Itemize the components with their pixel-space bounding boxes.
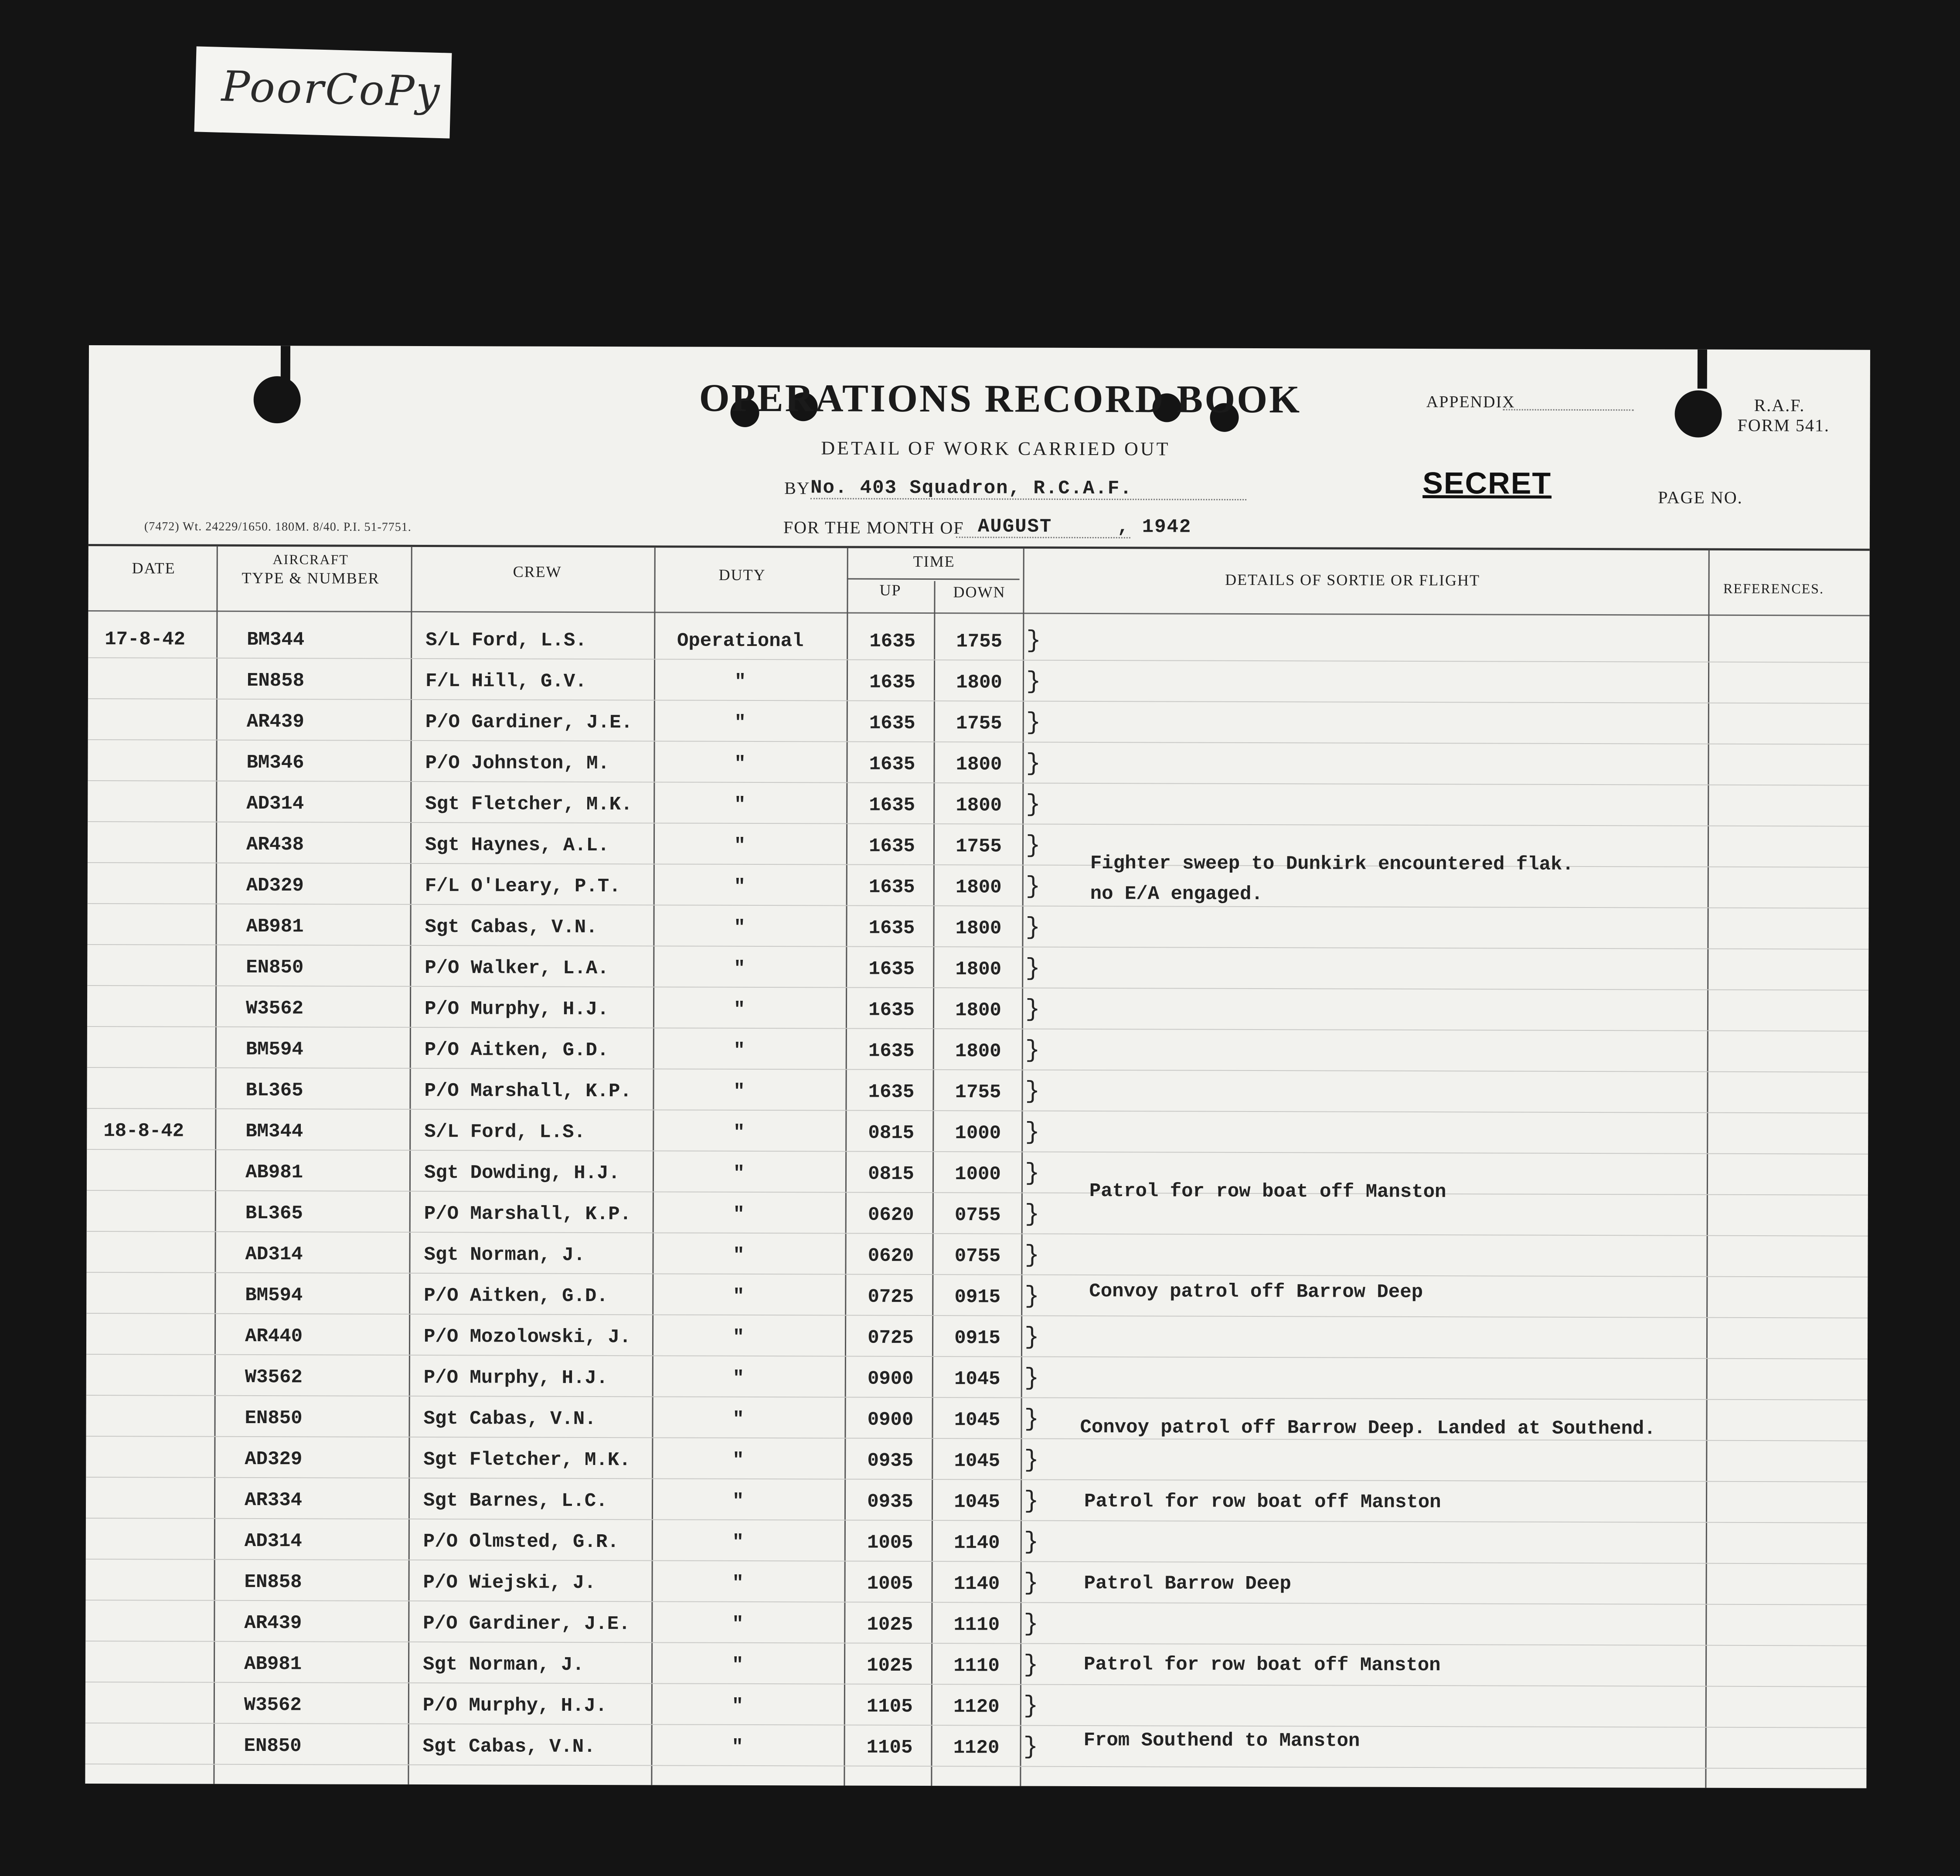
table-row bbox=[87, 1149, 1868, 1196]
time-up: 1635 bbox=[868, 917, 915, 939]
aircraft-number: BM346 bbox=[246, 751, 304, 774]
time-down: 0915 bbox=[954, 1327, 1000, 1349]
form-title: OPERATIONS RECORD BOOK bbox=[699, 376, 1302, 421]
time-down: 1800 bbox=[956, 795, 1002, 817]
detail-text: Patrol Barrow Deep bbox=[1084, 1572, 1291, 1595]
aircraft-number: AB981 bbox=[245, 1161, 303, 1184]
detail-text: Convoy patrol off Barrow Deep bbox=[1089, 1281, 1423, 1304]
duty-value: " bbox=[734, 671, 746, 693]
time-up: 1635 bbox=[869, 794, 915, 816]
time-down: 1045 bbox=[954, 1491, 1000, 1513]
detail-text: Patrol for row boat off Manston bbox=[1084, 1653, 1441, 1677]
crew-name: Sgt Cabas, V.N. bbox=[425, 916, 598, 939]
time-down: 1800 bbox=[955, 958, 1002, 981]
duty-value: " bbox=[734, 876, 746, 898]
brace-mark: } bbox=[1023, 1692, 1038, 1720]
aircraft-number: AR438 bbox=[246, 833, 304, 856]
aircraft-number: AR439 bbox=[244, 1612, 302, 1635]
duty-value: " bbox=[732, 1654, 744, 1676]
table-row bbox=[86, 1518, 1867, 1564]
brace-mark: } bbox=[1024, 1282, 1039, 1310]
punch-hole-left bbox=[254, 376, 301, 423]
aircraft-number: W3562 bbox=[245, 997, 304, 1020]
table-row bbox=[86, 1354, 1868, 1400]
crew-name: P/O Gardiner, J.E. bbox=[423, 1613, 630, 1635]
table-row bbox=[88, 739, 1869, 786]
poor-copy-note bbox=[194, 46, 452, 138]
table-row bbox=[86, 1272, 1868, 1319]
time-down: 1000 bbox=[955, 1163, 1001, 1186]
detail-text: Patrol for row boat off Manston bbox=[1084, 1490, 1441, 1514]
table-row bbox=[85, 1682, 1867, 1728]
header-rule bbox=[88, 544, 1870, 551]
form-number: FORM 541. bbox=[1737, 415, 1830, 435]
brace-mark: } bbox=[1024, 1323, 1039, 1351]
col-aircraft-2: TYPE & NUMBER bbox=[242, 569, 380, 587]
brace-mark: } bbox=[1024, 1364, 1039, 1392]
time-down: 1045 bbox=[954, 1450, 1000, 1472]
brace-mark: } bbox=[1024, 1159, 1040, 1187]
time-down: 1140 bbox=[953, 1573, 1000, 1595]
brace-mark: } bbox=[1024, 1241, 1040, 1269]
time-up: 1635 bbox=[868, 999, 915, 1021]
aircraft-number: EN850 bbox=[244, 1735, 302, 1757]
table-row bbox=[87, 1026, 1868, 1073]
brace-mark: } bbox=[1024, 1569, 1039, 1597]
brace-mark: } bbox=[1023, 1651, 1038, 1679]
table-row bbox=[87, 1108, 1868, 1155]
aircraft-number: AD314 bbox=[244, 1530, 302, 1553]
time-down: 1800 bbox=[955, 918, 1002, 940]
brace-mark: } bbox=[1024, 1446, 1039, 1474]
detail-text: no E/A engaged. bbox=[1090, 883, 1263, 906]
squadron-value: No. 403 Squadron, R.C.A.F. bbox=[810, 477, 1133, 500]
month-label: FOR THE MONTH OF bbox=[783, 517, 964, 538]
time-down: 1120 bbox=[953, 1696, 1000, 1718]
table-row bbox=[88, 657, 1869, 704]
aircraft-number: AR440 bbox=[245, 1325, 303, 1348]
time-up: 0815 bbox=[868, 1163, 914, 1185]
time-up: 1635 bbox=[869, 753, 915, 775]
time-up: 0620 bbox=[868, 1204, 914, 1226]
col-up: UP bbox=[879, 581, 902, 599]
duty-value: " bbox=[733, 1244, 745, 1267]
time-up: 1025 bbox=[867, 1655, 913, 1677]
time-down: 1800 bbox=[955, 877, 1002, 899]
table-row bbox=[85, 1641, 1867, 1687]
crew-name: P/O Murphy, H.J. bbox=[422, 1695, 607, 1717]
duty-value: Operational bbox=[677, 630, 804, 653]
crew-name: P/O Marshall, K.P. bbox=[424, 1080, 632, 1103]
time-up: 0725 bbox=[868, 1286, 914, 1308]
brace-mark: } bbox=[1025, 1118, 1040, 1146]
aircraft-number: AD314 bbox=[246, 792, 304, 815]
duty-value: " bbox=[734, 794, 746, 816]
crew-name: P/O Mozolowski, J. bbox=[423, 1326, 631, 1349]
appendix-line bbox=[1503, 409, 1634, 411]
table-row bbox=[88, 821, 1869, 868]
time-down: 1755 bbox=[955, 1081, 1001, 1104]
appendix-label: APPENDIX bbox=[1426, 393, 1515, 411]
aircraft-number: EN858 bbox=[244, 1571, 302, 1594]
table-row bbox=[88, 616, 1869, 663]
crew-name: Sgt Cabas, V.N. bbox=[422, 1736, 595, 1758]
table-row bbox=[86, 1436, 1867, 1482]
brace-mark: } bbox=[1024, 1487, 1039, 1515]
time-down: 1120 bbox=[953, 1737, 1000, 1759]
time-up: 0900 bbox=[867, 1368, 914, 1390]
time-rule bbox=[847, 578, 1020, 580]
brace-mark: } bbox=[1025, 995, 1040, 1023]
time-down: 1045 bbox=[954, 1409, 1000, 1431]
duty-value: " bbox=[734, 835, 746, 857]
time-down: 1800 bbox=[956, 672, 1002, 694]
aircraft-number: AR334 bbox=[244, 1489, 303, 1512]
crew-name: P/O Johnston, M. bbox=[425, 752, 610, 775]
brace-mark: } bbox=[1026, 667, 1041, 696]
brace-mark: } bbox=[1026, 626, 1041, 655]
aircraft-number: BM594 bbox=[245, 1038, 303, 1061]
table-row bbox=[87, 1190, 1868, 1237]
duty-value: " bbox=[733, 1040, 745, 1062]
table-row bbox=[88, 862, 1869, 909]
detail-text: Convoy patrol off Barrow Deep. Landed at Southend. bbox=[1080, 1416, 1656, 1440]
duty-value: " bbox=[733, 1122, 745, 1144]
aircraft-number: AD329 bbox=[246, 874, 304, 897]
crew-name: Sgt Cabas, V.N. bbox=[423, 1408, 596, 1431]
col-crew: CREW bbox=[513, 563, 562, 581]
time-up: 1635 bbox=[868, 1040, 915, 1062]
aircraft-number: W3562 bbox=[245, 1366, 303, 1389]
crew-name: P/O Murphy, H.J. bbox=[424, 998, 609, 1021]
time-up: 1005 bbox=[867, 1532, 913, 1554]
crew-name: Sgt Norman, J. bbox=[424, 1244, 585, 1266]
aircraft-number: BM344 bbox=[245, 1120, 303, 1143]
brace-mark: } bbox=[1026, 749, 1041, 778]
table-row bbox=[86, 1313, 1868, 1359]
brace-mark: } bbox=[1025, 913, 1041, 941]
time-down: 1110 bbox=[953, 1655, 1000, 1677]
form-subtitle: DETAIL OF WORK CARRIED OUT bbox=[821, 437, 1171, 460]
page-no-label: PAGE NO. bbox=[1658, 487, 1743, 507]
crew-name: Sgt Fletcher, M.K. bbox=[423, 1449, 631, 1472]
brace-mark: } bbox=[1024, 1610, 1039, 1638]
table-row bbox=[85, 1600, 1867, 1646]
time-up: 0725 bbox=[868, 1327, 914, 1349]
aircraft-number: AD314 bbox=[245, 1243, 303, 1266]
crew-name: P/O Gardiner, J.E. bbox=[425, 711, 633, 734]
col-date: DATE bbox=[132, 559, 176, 577]
duty-value: " bbox=[732, 1367, 745, 1390]
crew-name: P/O Walker, L.A. bbox=[425, 957, 609, 980]
col-duty: DUTY bbox=[718, 566, 766, 584]
time-down: 0755 bbox=[954, 1204, 1001, 1227]
time-up: 1635 bbox=[868, 958, 915, 980]
time-up: 1635 bbox=[868, 876, 915, 898]
crew-name: F/L O'Leary, P.T. bbox=[425, 875, 621, 898]
brace-mark: } bbox=[1026, 790, 1041, 819]
column-head-rule bbox=[88, 610, 1869, 616]
poor-copy-text: PoorCoPy bbox=[221, 61, 442, 117]
crew-name: P/O Aitken, G.D. bbox=[424, 1285, 608, 1308]
month-value: AUGUST bbox=[977, 516, 1052, 538]
crew-name: Sgt Dowding, H.J. bbox=[424, 1162, 620, 1185]
duty-value: " bbox=[732, 1449, 744, 1472]
crew-name: Sgt Barnes, L.C. bbox=[423, 1490, 608, 1512]
duty-value: " bbox=[733, 1285, 745, 1308]
col-aircraft-1: AIRCRAFT bbox=[272, 551, 349, 568]
time-down: 0915 bbox=[954, 1286, 1001, 1308]
detail-text: Fighter sweep to Dunkirk encountered flak. bbox=[1090, 853, 1574, 876]
crew-name: S/L Ford, L.S. bbox=[424, 1121, 586, 1143]
brace-mark: } bbox=[1025, 1036, 1040, 1064]
time-up: 1005 bbox=[867, 1573, 913, 1595]
duty-value: " bbox=[732, 1531, 744, 1553]
time-up: 1025 bbox=[867, 1614, 913, 1636]
time-down: 1140 bbox=[953, 1532, 1000, 1554]
time-up: 1635 bbox=[869, 712, 915, 734]
aircraft-number: EN850 bbox=[246, 956, 304, 979]
table-row bbox=[86, 1477, 1867, 1523]
brace-mark: } bbox=[1026, 708, 1041, 737]
duty-value: " bbox=[734, 712, 746, 734]
time-down: 1800 bbox=[956, 754, 1002, 776]
duty-value: " bbox=[733, 999, 745, 1021]
duty-value: " bbox=[732, 1613, 744, 1635]
table-row bbox=[88, 698, 1869, 745]
table-row bbox=[88, 780, 1869, 827]
aircraft-number: AD329 bbox=[245, 1448, 303, 1471]
time-up: 1105 bbox=[866, 1737, 913, 1759]
duty-value: " bbox=[732, 1490, 744, 1512]
col-down: DOWN bbox=[953, 583, 1006, 601]
crew-name: P/O Olmsted, G.R. bbox=[423, 1531, 619, 1553]
month-line bbox=[956, 537, 1130, 538]
aircraft-number: BL365 bbox=[245, 1079, 303, 1102]
time-up: 0935 bbox=[867, 1491, 913, 1513]
col-references: REFERENCES. bbox=[1723, 580, 1824, 597]
duty-value: " bbox=[732, 1326, 745, 1349]
crew-name: S/L Ford, L.S. bbox=[425, 629, 587, 652]
crew-name: Sgt Norman, J. bbox=[423, 1654, 584, 1676]
detail-text: Patrol for row boat off Manston bbox=[1089, 1180, 1446, 1203]
time-down: 1755 bbox=[956, 631, 1003, 653]
brace-mark: } bbox=[1025, 831, 1041, 860]
duty-value: " bbox=[733, 1203, 745, 1226]
time-up: 0815 bbox=[868, 1122, 915, 1144]
time-down: 1045 bbox=[954, 1368, 1000, 1390]
time-up: 0620 bbox=[868, 1245, 914, 1267]
col-details: DETAILS OF SORTIE OR FLIGHT bbox=[1225, 571, 1480, 589]
aircraft-number: W3562 bbox=[244, 1694, 302, 1716]
time-up: 0900 bbox=[867, 1409, 914, 1431]
duty-value: " bbox=[734, 917, 745, 939]
entry-date: 17-8-42 bbox=[105, 629, 186, 651]
time-down: 1755 bbox=[956, 713, 1002, 735]
time-down: 1000 bbox=[955, 1122, 1001, 1145]
crew-name: Sgt Haynes, A.L. bbox=[425, 834, 609, 857]
crew-name: P/O Wiejski, J. bbox=[423, 1572, 596, 1594]
crew-name: P/O Aitken, G.D. bbox=[424, 1039, 609, 1062]
aircraft-number: AR439 bbox=[246, 710, 304, 733]
table-row bbox=[87, 903, 1868, 950]
table-row bbox=[87, 985, 1868, 1032]
print-code: (7472) Wt. 24229/1650. 180M. 8/40. P.I. 51-7751. bbox=[144, 520, 412, 534]
duty-value: " bbox=[733, 958, 745, 980]
time-up: 1635 bbox=[869, 671, 915, 693]
table-row bbox=[86, 1231, 1868, 1278]
year-value: , 1942 bbox=[1117, 516, 1192, 538]
crew-name: F/L Hill, G.V. bbox=[425, 670, 587, 693]
brace-mark: } bbox=[1024, 1528, 1039, 1556]
binder-tab-right bbox=[1698, 350, 1707, 389]
time-down: 1755 bbox=[956, 836, 1002, 858]
aircraft-number: AB981 bbox=[246, 915, 304, 938]
table-row bbox=[85, 1723, 1866, 1769]
duty-value: " bbox=[733, 1081, 745, 1103]
form-raf: R.A.F. bbox=[1754, 395, 1805, 415]
time-down: 1800 bbox=[955, 999, 1001, 1022]
time-up: 1635 bbox=[869, 835, 915, 857]
aircraft-number: EN850 bbox=[245, 1407, 303, 1430]
brace-mark: } bbox=[1024, 1200, 1040, 1228]
duty-value: " bbox=[733, 1162, 745, 1185]
by-line bbox=[810, 498, 1246, 500]
table-row bbox=[85, 1559, 1867, 1605]
time-up: 1635 bbox=[869, 630, 916, 653]
duty-value: " bbox=[732, 1695, 744, 1717]
aircraft-number: BM594 bbox=[245, 1284, 303, 1307]
brace-mark: } bbox=[1025, 872, 1041, 901]
time-down: 0755 bbox=[954, 1245, 1001, 1268]
crew-name: P/O Murphy, H.J. bbox=[423, 1367, 608, 1390]
entry-date: 18-8-42 bbox=[103, 1120, 184, 1142]
crew-name: P/O Marshall, K.P. bbox=[424, 1203, 632, 1226]
time-up: 1105 bbox=[866, 1696, 913, 1718]
duty-value: " bbox=[734, 753, 746, 775]
col-time: TIME bbox=[913, 552, 955, 571]
brace-mark: } bbox=[1023, 1733, 1038, 1761]
brace-mark: } bbox=[1025, 1077, 1040, 1105]
brace-mark: } bbox=[1025, 954, 1040, 982]
detail-text: From Southend to Manston bbox=[1083, 1729, 1360, 1752]
secret-stamp: SECRET bbox=[1422, 466, 1552, 500]
duty-value: " bbox=[732, 1572, 744, 1594]
crew-name: Sgt Fletcher, M.K. bbox=[425, 793, 633, 816]
time-down: 1110 bbox=[953, 1614, 1000, 1636]
time-up: 1635 bbox=[868, 1081, 915, 1103]
by-label: BY bbox=[784, 478, 810, 498]
duty-value: " bbox=[732, 1408, 744, 1431]
time-down: 1800 bbox=[955, 1040, 1001, 1063]
table-row bbox=[87, 944, 1868, 991]
aircraft-number: BL365 bbox=[245, 1202, 303, 1225]
table-row bbox=[87, 1067, 1868, 1114]
duty-value: " bbox=[732, 1736, 743, 1758]
brace-mark: } bbox=[1024, 1405, 1039, 1433]
aircraft-number: AB981 bbox=[244, 1653, 302, 1675]
aircraft-number: EN858 bbox=[246, 670, 305, 692]
operations-record-sheet bbox=[85, 345, 1870, 1788]
aircraft-number: BM344 bbox=[247, 629, 305, 651]
time-up: 0935 bbox=[867, 1450, 914, 1472]
punch-hole-right bbox=[1674, 391, 1722, 438]
